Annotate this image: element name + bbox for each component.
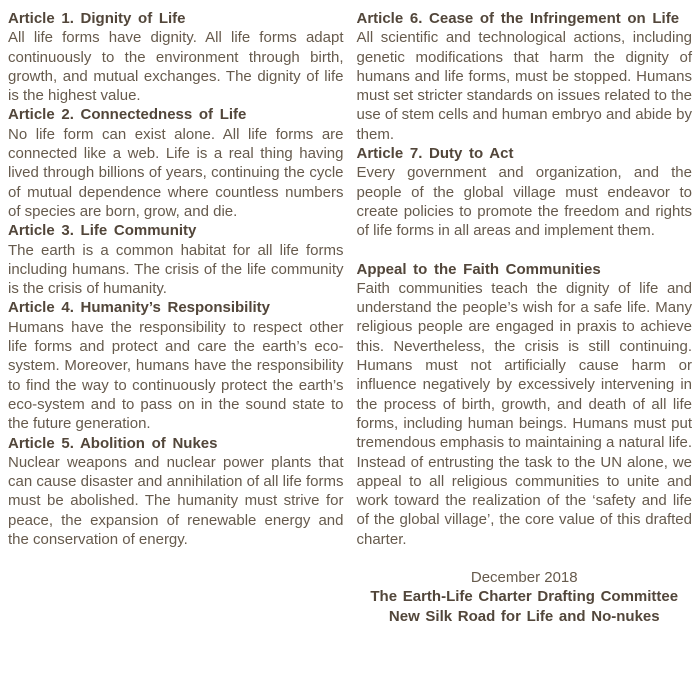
article-3-title: Article 3. Life Community [8,222,197,240]
appeal-title: Appeal to the Faith Communities [356,260,601,278]
article-5-title: Article 5. Abolition of Nukes [8,434,218,452]
article-5-body: Nuclear weapons and nuclear power plants that can cause disaster and annihilation of all life forms must be abolished. The humanity must strive for peace, the expansion of renewable energy and the conservation of energy. [8,453,344,549]
appeal-section [357,260,693,549]
article-4-body: Humans have the responsibility to respect other life forms and protect and care the earth’s eco-system. Moreover, humans have the responsibility to find the way to continuously protect the earth’s eco-system and to pass on in the sound state to the future generation. [8,318,344,433]
appeal-body: Faith communities teach the dignity of life and understand the people’s wish for a safe life. Many religious people are engaged in praxis to achieve this. Nevertheless, the crisis is still continuing. Humans must not artificially cause harm or influence negatively by excessively intervening in the process of birth, growth, and death of all life forms, including human beings. Humans must put tremendous emphasis to maintaining a natural life. Instead of entrusting the task to the UN alone, we appeal to all religious communities to unite and work toward the realization of the ‘safety and life of the global village’, the core value of this drafted charter. [356,279,692,548]
article-4-title: Article 4. Humanity’s Responsibility [8,299,271,317]
footer-committee: The Earth-Life Charter Drafting Committee [370,588,679,606]
article-6-title: Article 6. Cease of the Infringement on Life [356,10,680,27]
left-column [8,9,344,692]
footer-date: December 2018 [470,569,578,587]
footer-signature [357,568,693,626]
article-2-body: No life form can exist alone. All life forms are connected like a web. Life is a real thing having lived through billions of years, continuing the cycle of mutual dependence where countless numbers of species are born, grow, and die. [8,125,344,220]
article-6-body: All scientific and technological actions, including genetic modifications that harm the dignity of humans and life forms, must be stopped. Humans must set stricter standards on issues related to the use of stem cells and human embryo and abide by them. [356,29,692,143]
article-1-title: Article 1. Dignity of Life [8,10,186,27]
footer-organization: New Silk Road for Life and No-nukes [388,607,660,625]
article-3-body: The earth is a common habitat for all life forms including humans. The crisis of the life community is the crisis of humanity. [8,241,344,298]
article-2-title: Article 2. Connectedness of Life [8,106,247,124]
right-column [357,9,693,692]
article-7-title: Article 7. Duty to Act [356,145,514,163]
article-1-body: All life forms have dignity. All life forms adapt continuously to the environment through birth, growth, and mutual exchanges. The dignity of life is the highest value. [8,29,344,105]
article-7-body: Every government and organization, and the people of the global village must endeavor to create policies to promote the freedom and rights of life forms in all areas and implement them. [356,164,692,240]
